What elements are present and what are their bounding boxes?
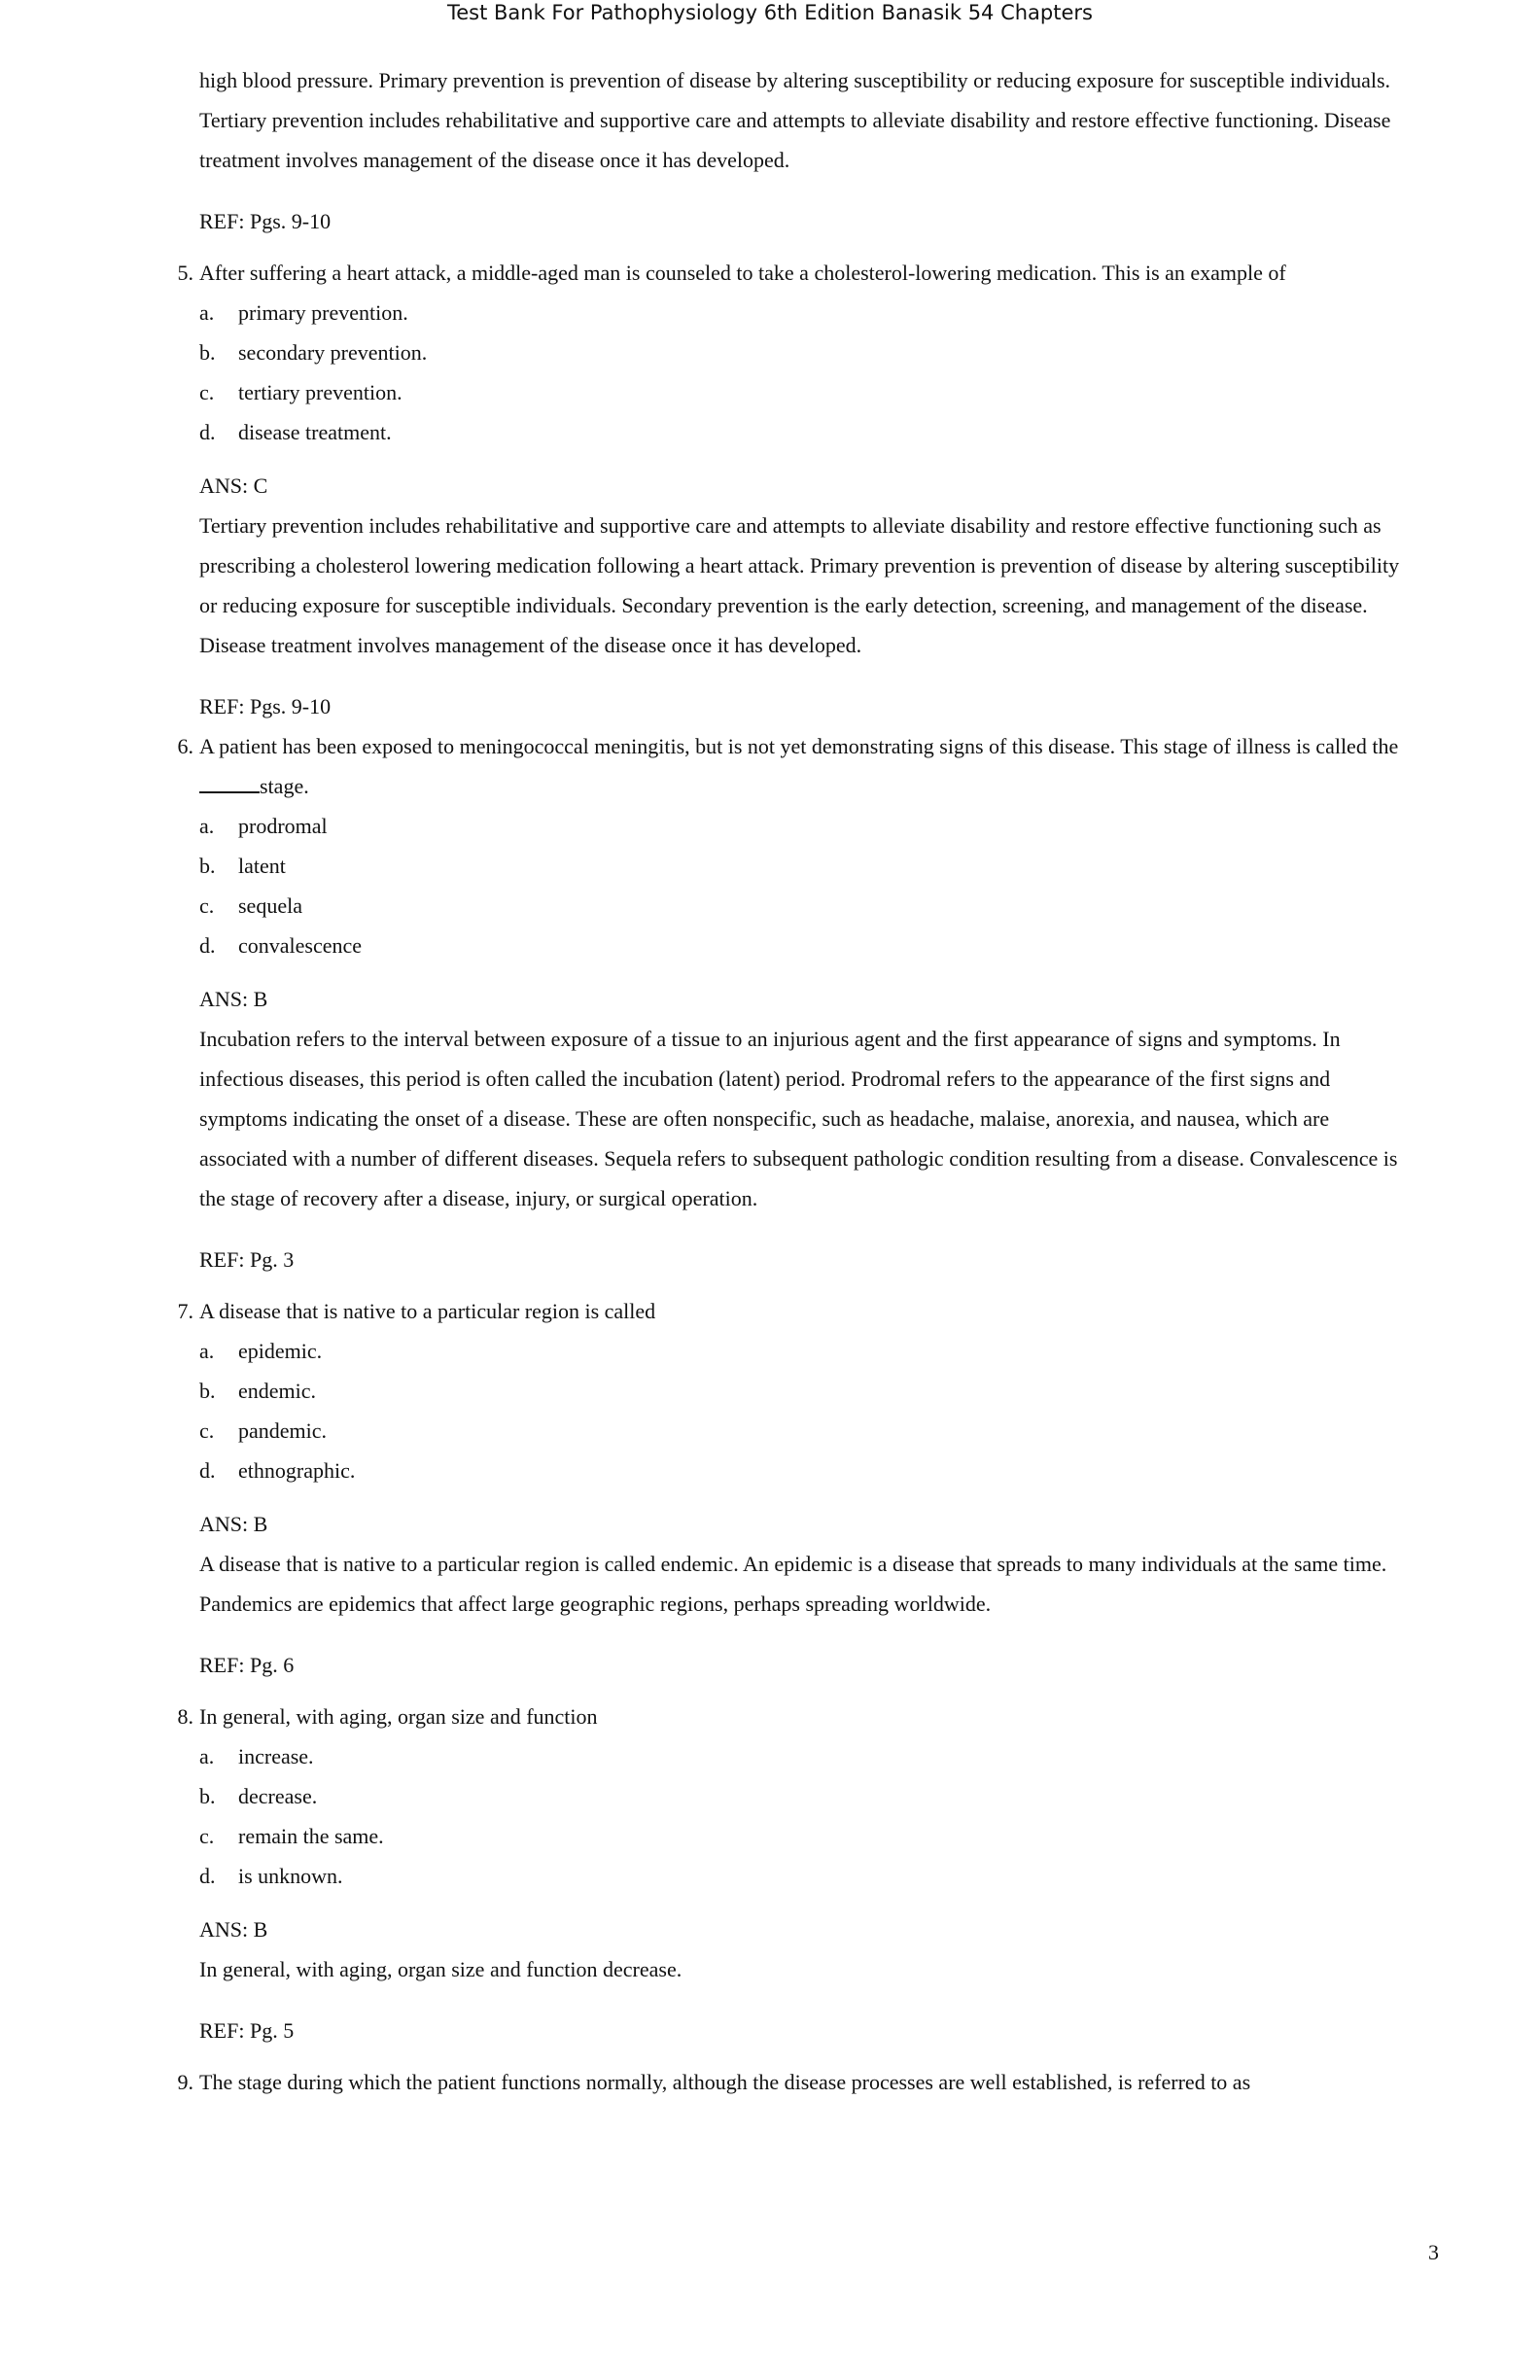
fill-in-blank — [199, 772, 260, 793]
page-content — [177, 60, 1415, 2102]
option-text: decrease. — [238, 1784, 318, 1808]
option-text: primary prevention. — [238, 300, 408, 325]
rationale: Incubation refers to the interval between exposure of a tissue to an injurious agent and the first appearance of signs and symptoms. In infectious diseases, this period is often called the incubation (latent) period. Prodromal refers to the appearance of the first signs and symptoms indicating the onset of a disease. These are often nonspecific, such as headache, malaise, anorexia, and nausea, which are associated with a number of different diseases. Sequela refers to subsequent pathologic condition resulting from a disease. Convalescence is the stage of recovery after a disease, injury, or surgical operation. — [199, 1027, 1398, 1210]
option-letter: c. — [199, 893, 215, 918]
option-c — [199, 1411, 1415, 1451]
option-list — [199, 806, 1415, 965]
question-number: 6. — [177, 734, 193, 758]
option-text: tertiary prevention. — [238, 380, 402, 404]
option-text: ethnographic. — [238, 1458, 356, 1483]
question-number: 5. — [177, 261, 193, 285]
option-text: prodromal — [238, 814, 328, 838]
option-b — [199, 1371, 1415, 1411]
rationale: A disease that is native to a particular region is called endemic. An epidemic is a disease that spreads to many individuals at the same time. Pandemics are epidemics that affect large geographic regions, perhaps spreading worldwide. — [199, 1552, 1387, 1616]
option-text: endemic. — [238, 1379, 317, 1403]
option-d — [199, 1856, 1415, 1896]
question-number: 7. — [177, 1299, 193, 1323]
stem-text-after: stage. — [260, 774, 309, 798]
page-number: 3 — [1428, 2240, 1439, 2264]
option-c — [199, 372, 1415, 412]
stem-text-before: A patient has been exposed to meningococcal meningitis, but is not yet demonstrating signs of this disease. This stage of illness is called the — [199, 734, 1399, 758]
option-letter: a. — [199, 814, 215, 838]
question-7 — [177, 1291, 1415, 1685]
option-letter: b. — [199, 854, 216, 878]
option-letter: c. — [199, 380, 215, 404]
intro-ref: REF: Pgs. 9-10 — [199, 209, 332, 233]
reference: REF: Pg. 5 — [199, 2018, 295, 2043]
option-text: increase. — [238, 1744, 314, 1768]
option-d — [199, 1451, 1415, 1490]
option-text: is unknown. — [238, 1864, 343, 1888]
option-d — [199, 412, 1415, 452]
option-letter: d. — [199, 420, 216, 444]
option-list — [199, 293, 1415, 452]
option-c — [199, 1816, 1415, 1856]
question-stem — [199, 726, 1415, 806]
option-text: disease treatment. — [238, 420, 392, 444]
answer-key: ANS: B — [199, 987, 268, 1011]
option-letter: b. — [199, 340, 216, 365]
question-number: 8. — [177, 1704, 193, 1729]
reference: REF: Pg. 6 — [199, 1653, 295, 1677]
option-c — [199, 886, 1415, 926]
option-text: pandemic. — [238, 1418, 328, 1443]
option-letter: b. — [199, 1379, 216, 1403]
option-letter: d. — [199, 933, 216, 958]
answer-key: ANS: B — [199, 1917, 268, 1942]
option-letter: b. — [199, 1784, 216, 1808]
option-letter: d. — [199, 1864, 216, 1888]
option-letter: a. — [199, 300, 215, 325]
question-stem: After suffering a heart attack, a middle-aged man is counseled to take a cholesterol-lowering medication. This is an example of — [199, 261, 1286, 285]
option-text: remain the same. — [238, 1824, 384, 1848]
option-list — [199, 1331, 1415, 1490]
question-5 — [177, 253, 1415, 726]
reference: REF: Pgs. 9-10 — [199, 694, 332, 718]
option-a — [199, 1331, 1415, 1371]
option-text: latent — [238, 854, 286, 878]
option-text: epidemic. — [238, 1339, 323, 1363]
option-a — [199, 1736, 1415, 1776]
rationale: Tertiary prevention includes rehabilitative and supportive care and attempts to alleviate disability and restore effective functioning such as prescribing a cholesterol lowering medication following a heart attack. Primary prevention is prevention of disease by altering susceptibility or reducing exposure for susceptible individuals. Secondary prevention is the early detection, screening, and management of the disease. Disease treatment involves management of the disease once it has developed. — [199, 513, 1400, 657]
option-d — [199, 926, 1415, 965]
reference: REF: Pg. 3 — [199, 1247, 295, 1272]
option-text: sequela — [238, 893, 302, 918]
option-b — [199, 332, 1415, 372]
answer-key: ANS: C — [199, 473, 268, 498]
option-letter: c. — [199, 1418, 215, 1443]
option-a — [199, 293, 1415, 332]
rationale: In general, with aging, organ size and function decrease. — [199, 1957, 682, 1981]
question-stem: In general, with aging, organ size and function — [199, 1704, 598, 1729]
option-letter: a. — [199, 1744, 215, 1768]
answer-key: ANS: B — [199, 1512, 268, 1536]
question-6 — [177, 726, 1415, 1279]
option-list — [199, 1736, 1415, 1896]
option-b — [199, 846, 1415, 886]
option-letter: d. — [199, 1458, 216, 1483]
option-text: secondary prevention. — [238, 340, 428, 365]
question-8 — [177, 1697, 1415, 2050]
intro-rationale: high blood pressure. Primary prevention is prevention of disease by altering susceptibility or reducing exposure for susceptible individuals. Tertiary prevention includes rehabilitative and supportive care and attempts to alleviate disability and restore effective functioning. Disease treatment involves management of the disease once it has developed. — [199, 68, 1391, 172]
question-number: 9. — [177, 2070, 193, 2094]
running-header: Test Bank For Pathophysiology 6th Edition Banasik 54 Chapters — [446, 1, 1093, 24]
option-letter: c. — [199, 1824, 215, 1848]
option-text: convalescence — [238, 933, 363, 958]
option-letter: a. — [199, 1339, 215, 1363]
option-b — [199, 1776, 1415, 1816]
question-9 — [177, 2062, 1415, 2102]
question-stem: The stage during which the patient functions normally, although the disease processes are well established, is referred to as — [199, 2070, 1251, 2094]
question-stem: A disease that is native to a particular region is called — [199, 1299, 656, 1323]
option-a — [199, 806, 1415, 846]
